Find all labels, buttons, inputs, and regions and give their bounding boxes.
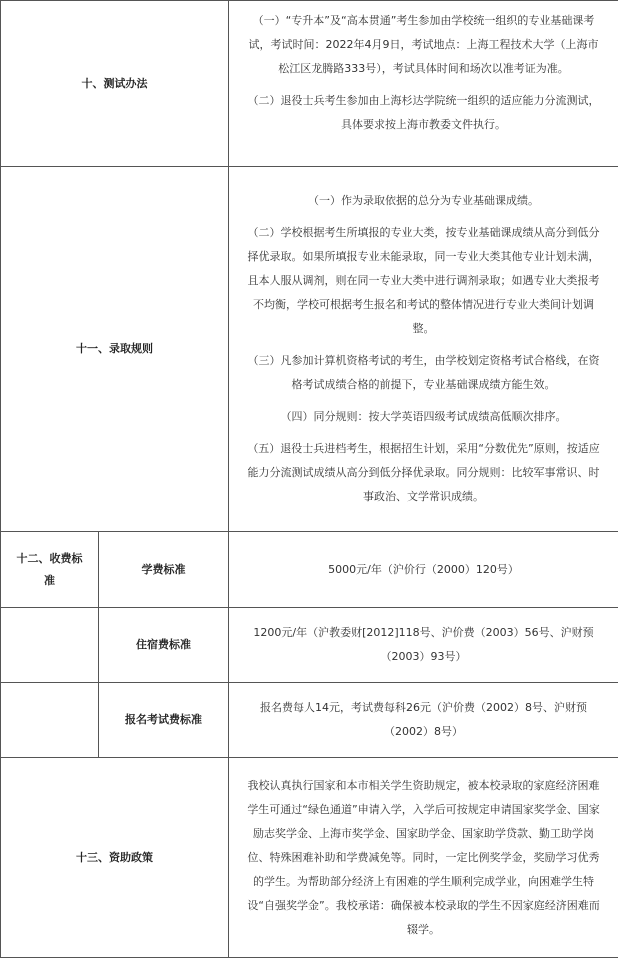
- row-label-aid: 十三、资助政策: [1, 758, 229, 958]
- fee-name-housing: 住宿费标准: [99, 608, 229, 683]
- fee-value-housing: 1200元/年（沪教委财[2012]118号、沪价费（2003）56号、沪财预（2003）93号）: [229, 608, 618, 683]
- fees-label-spacer: [1, 608, 99, 683]
- admission-paragraph-1: （一）作为录取依据的总分为专业基础课成绩。: [245, 189, 602, 213]
- row-testing: [1, 1, 618, 167]
- row-content-admission: [229, 167, 618, 532]
- row-label-admission: 十一、录取规则: [1, 167, 229, 532]
- row-label-testing: 十、测试办法: [1, 1, 229, 167]
- admission-paragraph-4: （四）同分规则：按大学英语四级考试成绩高低顺次排序。: [245, 405, 602, 429]
- row-fees-tuition: [1, 532, 618, 608]
- fee-value-exam: 报名费每人14元，考试费每科26元（沪价费（2002）8号、沪财预（2002）8号）: [229, 683, 618, 758]
- row-label-fees: 十二、收费标准: [1, 532, 99, 608]
- fee-value-tuition: 5000元/年（沪价行（2000）120号）: [229, 532, 618, 608]
- row-fees-exam: [1, 683, 618, 758]
- fees-label-spacer: [1, 683, 99, 758]
- row-admission: [1, 167, 618, 532]
- fee-name-tuition: 学费标准: [99, 532, 229, 608]
- admission-paragraph-3: （三）凡参加计算机资格考试的考生，由学校划定资格考试合格线，在资格考试成绩合格的前提下，专业基础课成绩方能生效。: [245, 349, 602, 397]
- testing-paragraph-2: （二）退役士兵考生参加由上海杉达学院统一组织的适应能力分流测试，具体要求按上海市教委文件执行。: [245, 89, 602, 137]
- row-aid: [1, 758, 618, 958]
- fee-name-exam: 报名考试费标准: [99, 683, 229, 758]
- admission-paragraph-2: （二）学校根据考生所填报的专业大类，按专业基础课成绩从高分到低分择优录取。如果所填报专业未能录取，同一专业大类其他专业计划未满，且本人服从调剂，则在同一专业大类中进行调剂录取；如遇专业大类报考不均衡，学校可根据考生报名和考试的整体情况进行专业大类间计划调整。: [245, 221, 602, 341]
- row-fees-housing: [1, 608, 618, 683]
- row-content-testing: [229, 1, 618, 167]
- row-content-aid: 我校认真执行国家和本市相关学生资助规定，被本校录取的家庭经济困难学生可通过“绿色通道”申请入学，入学后可按规定申请国家奖学金、国家励志奖学金、上海市奖学金、国家助学金、国家助学贷款、勤工助学岗位、特殊困难补助和学费减免等。同时，一定比例奖学金，奖励学习优秀的学生。为帮助部分经济上有困难的学生顺利完成学业，向困难学生特设“自强奖学金”。我校承诺：确保被本校录取的学生不因家庭经济困难而辍学。: [229, 758, 618, 958]
- admission-paragraph-5: （五）退役士兵进档考生，根据招生计划，采用“分数优先”原则，按适应能力分流测试成绩从高分到低分择优录取。同分规则：比较军事常识、时事政治、文学常识成绩。: [245, 437, 602, 509]
- testing-paragraph-1: （一）“专升本”及“高本贯通”考生参加由学校统一组织的专业基础课考试，考试时间：2022年4月9日，考试地点：上海工程技术大学（上海市松江区龙腾路333号），考试具体时间和场次以准考证为准。: [245, 9, 602, 81]
